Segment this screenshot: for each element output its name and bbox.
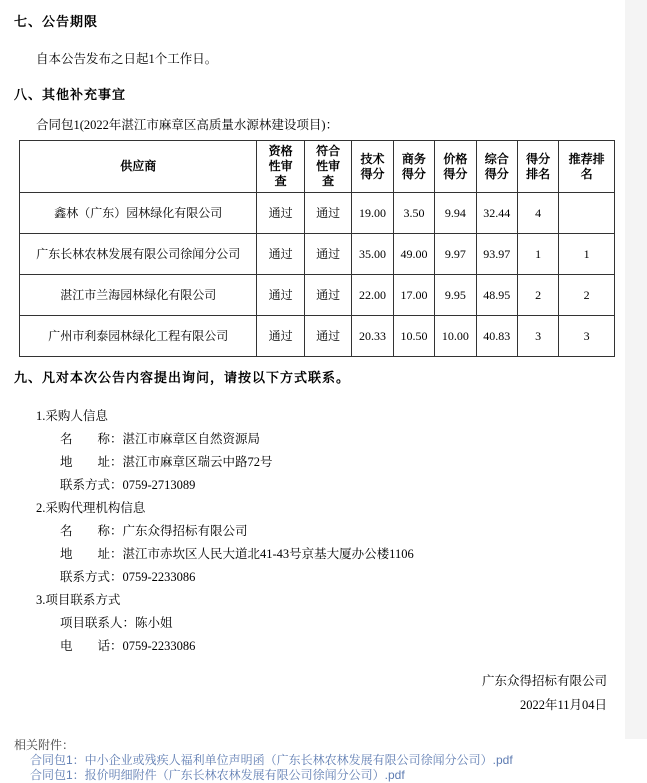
- qualification-cell: 通过: [257, 275, 304, 316]
- col-header-recommend-rank: 推荐排名: [559, 141, 615, 193]
- recommend-rank-cell: 1: [559, 234, 615, 275]
- agency-address-value: 湛江市赤坎区人民大道北41-43号京基大厦办公楼1106: [122, 547, 414, 561]
- evaluation-table: [19, 140, 615, 357]
- col-header-qualification-review: 资格性审查: [257, 141, 304, 193]
- qualification-cell: 通过: [257, 316, 304, 357]
- section7-heading: 七、公告期限: [14, 14, 99, 29]
- agency-name-label: 名 称：: [60, 524, 123, 538]
- technical-score-cell: 35.00: [352, 234, 393, 275]
- qualification-cell: 通过: [257, 193, 304, 234]
- total-score-cell: 40.83: [476, 316, 517, 357]
- purchaser-name-value: 湛江市麻章区自然资源局: [122, 432, 261, 446]
- agency-tel-line: [60, 566, 625, 589]
- project-tel-value: 0759-2233086: [122, 639, 196, 653]
- supplier-name-cell: 广州市利泰园林绿化工程有限公司: [20, 316, 257, 357]
- contact-info: [14, 405, 625, 658]
- compliance-cell: 通过: [304, 275, 351, 316]
- technical-score-cell: 19.00: [352, 193, 393, 234]
- agency-tel-value: 0759-2233086: [122, 570, 196, 584]
- business-score-cell: 49.00: [393, 234, 434, 275]
- project-tel-line: [60, 635, 625, 658]
- project-person-line: [60, 612, 625, 635]
- qualification-cell: 通过: [257, 234, 304, 275]
- agency-address-label: 地 址：: [60, 547, 123, 561]
- col-header-technical-score: 技术得分: [352, 141, 393, 193]
- price-score-cell: 9.94: [435, 193, 476, 234]
- col-header-total-score: 综合得分: [476, 141, 517, 193]
- col-header-price-score: 价格得分: [435, 141, 476, 193]
- col-header-supplier: 供应商: [20, 141, 257, 193]
- scrollbar-track[interactable]: [625, 0, 647, 739]
- col-header-business-score: 商务得分: [393, 141, 434, 193]
- technical-score-cell: 22.00: [352, 275, 393, 316]
- agency-name-line: [60, 520, 625, 543]
- price-score-cell: 9.97: [435, 234, 476, 275]
- project-person-value: 陈小姐: [135, 616, 173, 630]
- col-header-compliance-review: 符合性审查: [304, 141, 351, 193]
- project-contact-title: 3.项目联系方式: [36, 593, 121, 607]
- business-score-cell: 10.50: [393, 316, 434, 357]
- table-row: [20, 275, 615, 316]
- purchaser-tel-label: 联系方式：: [60, 478, 123, 492]
- supplier-name-cell: 湛江市兰海园林绿化有限公司: [20, 275, 257, 316]
- compliance-cell: 通过: [304, 234, 351, 275]
- score-rank-cell: 4: [517, 193, 558, 234]
- purchaser-name-line: [60, 428, 625, 451]
- purchaser-name-label: 名 称：: [60, 432, 123, 446]
- business-score-cell: 17.00: [393, 275, 434, 316]
- project-person-label: 项目联系人：: [60, 616, 136, 630]
- price-score-cell: 9.95: [435, 275, 476, 316]
- agency-tel-label: 联系方式：: [60, 570, 123, 584]
- purchaser-tel-line: [60, 474, 625, 497]
- attachments-label: 相关附件：: [14, 738, 75, 752]
- total-score-cell: 48.95: [476, 275, 517, 316]
- purchaser-address-value: 湛江市麻章区瑞云中路72号: [122, 455, 273, 469]
- price-score-cell: 10.00: [435, 316, 476, 357]
- table-row: [20, 234, 615, 275]
- purchaser-info-title: 1.采购人信息: [36, 409, 108, 423]
- attachment-link-quotation-pdf[interactable]: 合同包1：报价明细附件（广东长林农林发展有限公司徐闻分公司）.pdf: [30, 768, 405, 782]
- section7-body: 自本公告发布之日起1个工作日。: [36, 52, 218, 66]
- compliance-cell: 通过: [304, 316, 351, 357]
- col-header-score-rank: 得分排名: [517, 141, 558, 193]
- score-rank-cell: 2: [517, 275, 558, 316]
- section8-heading: 八、其他补充事宜: [14, 87, 127, 102]
- section9-heading: 九、凡对本次公告内容提出询问，请按以下方式联系。: [14, 370, 351, 385]
- signature-date: 2022年11月04日: [519, 698, 607, 712]
- purchaser-tel-value: 0759-2713089: [122, 478, 196, 492]
- supplier-name-cell: 广东长林农林发展有限公司徐闻分公司: [20, 234, 257, 275]
- recommend-rank-cell: 2: [559, 275, 615, 316]
- signature-company: 广东众得招标有限公司: [481, 674, 607, 688]
- section8-intro: 合同包1(2022年湛江市麻章区高质量水源林建设项目)：: [36, 118, 339, 132]
- total-score-cell: 32.44: [476, 193, 517, 234]
- table-row: [20, 316, 615, 357]
- table-header-row: [20, 141, 615, 193]
- compliance-cell: 通过: [304, 193, 351, 234]
- recommend-rank-cell: [559, 193, 615, 234]
- total-score-cell: 93.97: [476, 234, 517, 275]
- technical-score-cell: 20.33: [352, 316, 393, 357]
- agency-address-line: [60, 543, 625, 566]
- attachment-link-declaration-pdf[interactable]: 合同包1：中小企业或残疾人福利单位声明函（广东长林农林发展有限公司徐闻分公司）.pdf: [30, 753, 513, 767]
- purchaser-address-line: [60, 451, 625, 474]
- recommend-rank-cell: 3: [559, 316, 615, 357]
- score-rank-cell: 3: [517, 316, 558, 357]
- supplier-name-cell: 鑫林（广东）园林绿化有限公司: [20, 193, 257, 234]
- business-score-cell: 3.50: [393, 193, 434, 234]
- agency-name-value: 广东众得招标有限公司: [122, 524, 248, 538]
- purchaser-address-label: 地 址：: [60, 455, 123, 469]
- score-rank-cell: 1: [517, 234, 558, 275]
- project-tel-label: 电 话：: [60, 639, 123, 653]
- agency-info-title: 2.采购代理机构信息: [36, 501, 146, 515]
- attachments-section: [14, 738, 625, 783]
- table-row: [20, 193, 615, 234]
